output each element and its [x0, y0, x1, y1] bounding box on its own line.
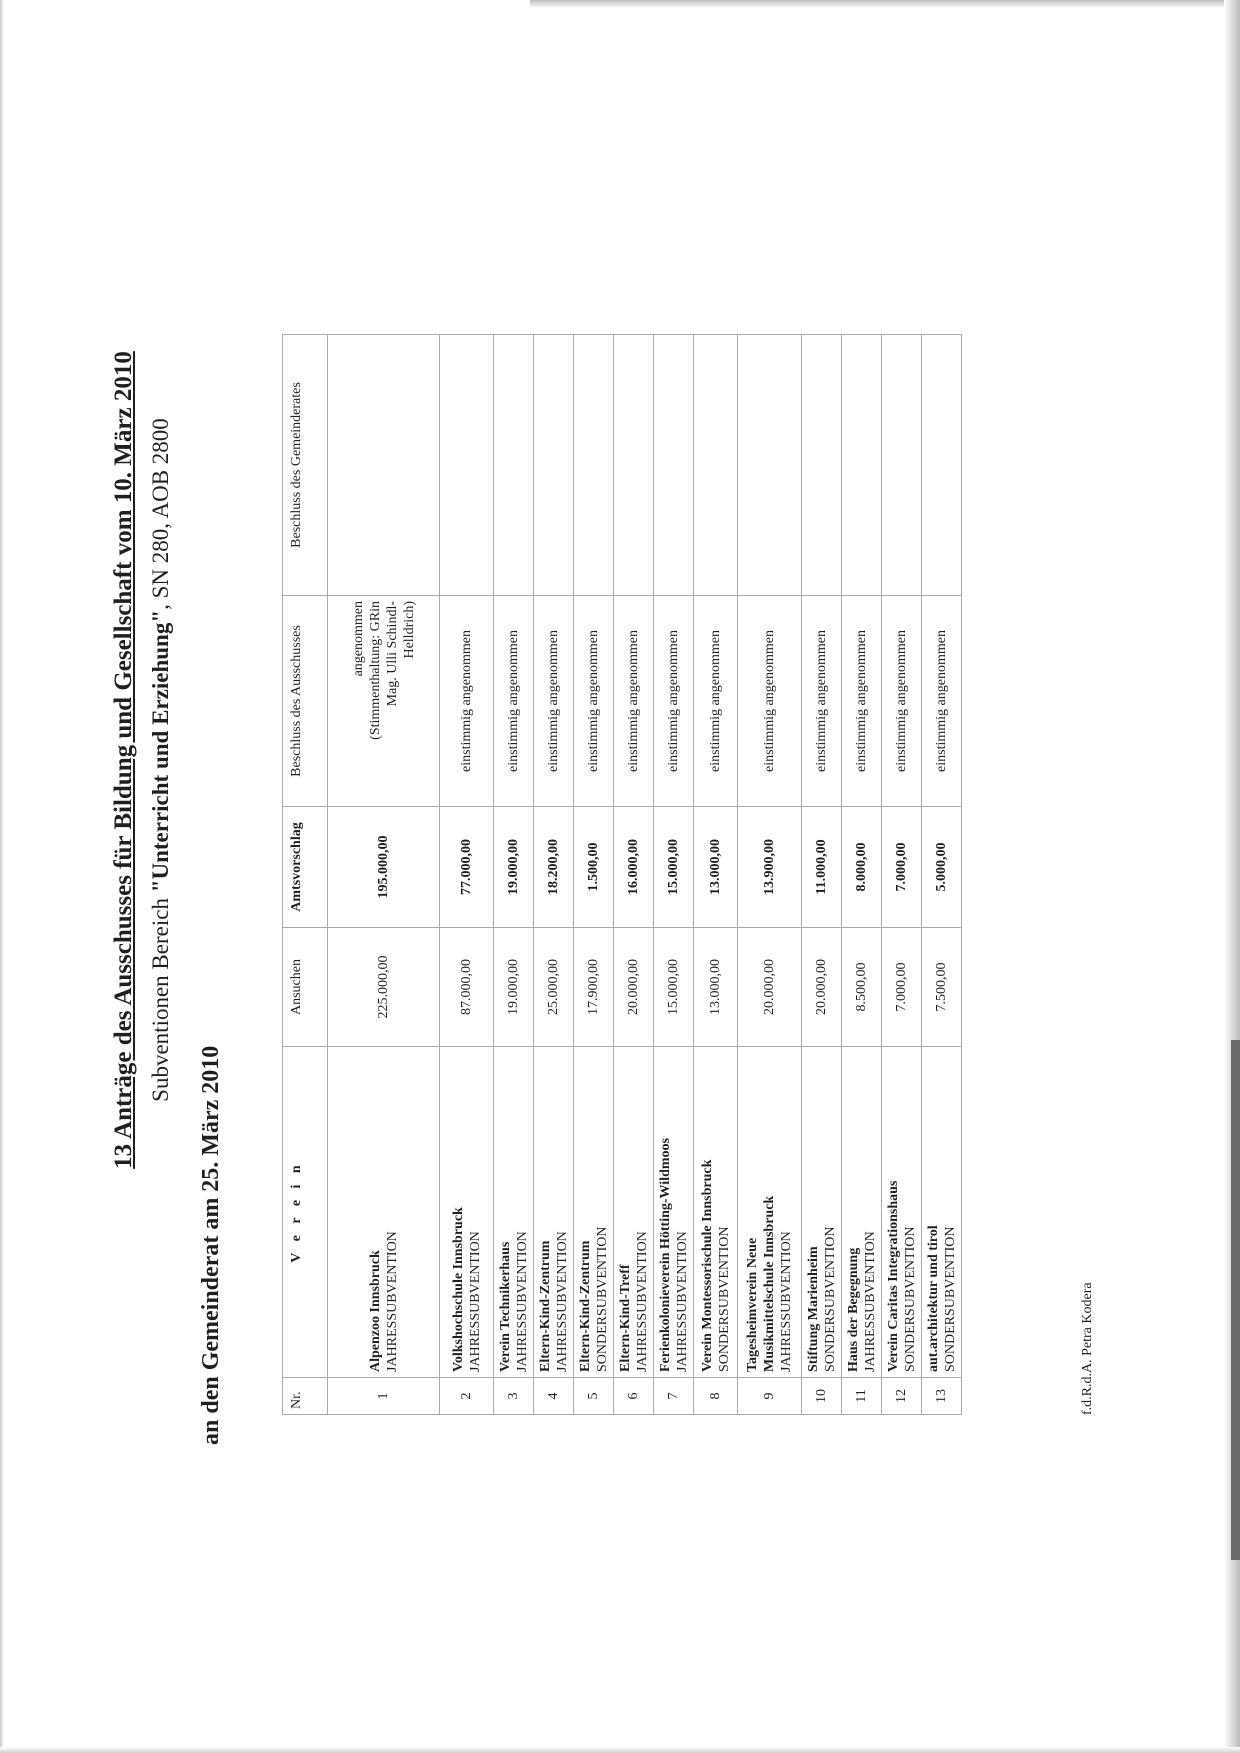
cell-ansuchen: 225.000,00: [328, 928, 440, 1047]
subtitle-suffix: , SN 280, AOB 2800: [148, 418, 173, 610]
cell-amtsvorschlag: 1.500,00: [574, 807, 614, 928]
org-type: JAHRESSUBVENTION: [779, 1231, 794, 1372]
org-type: SONDERSUBVENTION: [902, 1226, 918, 1372]
cell-ansuchen: 7.000,00: [882, 928, 922, 1047]
cell-beschluss-ausschuss: einstimmig angenommen: [614, 596, 654, 807]
header-ansuchen: Ansuchen: [283, 928, 328, 1047]
table-row: [574, 335, 614, 1415]
org-type: JAHRESSUBVENTION: [467, 1231, 483, 1372]
cell-beschluss-ausschuss: einstimmig angenommen: [882, 596, 922, 807]
cell-nr: 6: [614, 1378, 654, 1415]
table-row: [922, 335, 962, 1415]
document-subtitle: [148, 65, 174, 1455]
cell-verein: [440, 1047, 494, 1378]
cell-beschluss-gemeinderat: [738, 335, 802, 596]
cell-ansuchen: 19.000,00: [494, 928, 534, 1047]
cell-amtsvorschlag: 77.000,00: [440, 807, 494, 928]
cell-beschluss-ausschuss: einstimmig angenommen: [694, 596, 738, 807]
table-row: [802, 335, 842, 1415]
org-name: Eltern-Kind-Zentrum: [577, 1240, 593, 1372]
table-row: [534, 335, 574, 1415]
org-type: SONDERSUBVENTION: [942, 1226, 958, 1372]
cell-beschluss-gemeinderat: [494, 335, 534, 596]
org-name: Musikmittelschule Innsbruck: [762, 1195, 777, 1372]
table-row: [440, 335, 494, 1415]
org-name: Haus der Begegnung: [845, 1247, 861, 1372]
cell-nr: 1: [328, 1378, 440, 1415]
org-name: Verein Technikerhaus: [497, 1241, 513, 1372]
cell-verein: [882, 1047, 922, 1378]
cell-nr: 12: [882, 1378, 922, 1415]
scan-edge-right-shadow: [1231, 1040, 1240, 1560]
cell-amtsvorschlag: 15.000,00: [654, 807, 694, 928]
subtitle-area: "Unterricht und Erziehung": [148, 609, 173, 893]
cell-beschluss-gemeinderat: [574, 335, 614, 596]
cell-nr: 9: [738, 1378, 802, 1415]
cell-beschluss-ausschuss: [328, 596, 440, 807]
cell-ansuchen: 87.000,00: [440, 928, 494, 1047]
table-row: [882, 335, 922, 1415]
cell-amtsvorschlag: 19.000,00: [494, 807, 534, 928]
header-amtsvorschlag: Amtsvorschlag: [283, 807, 328, 928]
cell-ansuchen: 15.000,00: [654, 928, 694, 1047]
cell-verein: [574, 1047, 614, 1378]
cell-nr: 5: [574, 1378, 614, 1415]
cell-verein: [738, 1047, 802, 1378]
header-nr: Nr.: [283, 1378, 328, 1415]
beschluss-line: Helldrich): [401, 601, 417, 659]
cell-nr: 4: [534, 1378, 574, 1415]
cell-beschluss-gemeinderat: [440, 335, 494, 596]
org-name: Verein Caritas Integrationshaus: [885, 1180, 901, 1372]
cell-verein: [494, 1047, 534, 1378]
beschluss-line: Mag. Ulli Schindl-: [384, 601, 400, 707]
cell-verein: [654, 1047, 694, 1378]
cell-verein: [694, 1047, 738, 1378]
cell-ansuchen: 20.000,00: [802, 928, 842, 1047]
header-beschluss-gemeinderat: Beschluss des Gemeinderates: [283, 335, 328, 596]
cell-amtsvorschlag: 13.900,00: [738, 807, 802, 928]
cell-amtsvorschlag: 195.000,00: [328, 807, 440, 928]
header-verein: V e r e i n: [283, 1047, 328, 1378]
org-name: Stiftung Marienheim: [805, 1246, 821, 1372]
org-type: JAHRESSUBVENTION: [862, 1231, 878, 1372]
cell-beschluss-ausschuss: einstimmig angenommen: [494, 596, 534, 807]
cell-verein: [842, 1047, 882, 1378]
org-type: JAHRESSUBVENTION: [384, 1231, 400, 1372]
header-beschluss-ausschuss: Beschluss des Ausschusses: [283, 596, 328, 807]
cell-verein: [802, 1047, 842, 1378]
org-type: SONDERSUBVENTION: [822, 1226, 838, 1372]
org-name: Tagesheimverein Neue: [745, 1237, 760, 1372]
cell-beschluss-gemeinderat: [328, 335, 440, 596]
cell-ansuchen: 20.000,00: [614, 928, 654, 1047]
cell-nr: 3: [494, 1378, 534, 1415]
cell-nr: 13: [922, 1378, 962, 1415]
org-type: JAHRESSUBVENTION: [674, 1231, 690, 1372]
beschluss-line: (Stimmenthaltung: GRin: [367, 601, 383, 740]
cell-beschluss-ausschuss: einstimmig angenommen: [440, 596, 494, 807]
org-type: JAHRESSUBVENTION: [554, 1231, 570, 1372]
cell-amtsvorschlag: 5.000,00: [922, 807, 962, 928]
cell-beschluss-gemeinderat: [882, 335, 922, 596]
org-name: Eltern-Kind-Zentrum: [537, 1240, 553, 1372]
table-row: [494, 335, 534, 1415]
subsidy-table: [282, 334, 962, 1415]
org-type: JAHRESSUBVENTION: [634, 1231, 650, 1372]
table-header-row: [283, 335, 328, 1415]
org-type: SONDERSUBVENTION: [594, 1226, 610, 1372]
cell-amtsvorschlag: 7.000,00: [882, 807, 922, 928]
cell-beschluss-ausschuss: einstimmig angenommen: [574, 596, 614, 807]
org-type: JAHRESSUBVENTION: [514, 1231, 530, 1372]
org-name: aut.architektur und tirol: [925, 1225, 941, 1372]
cell-beschluss-ausschuss: einstimmig angenommen: [922, 596, 962, 807]
cell-beschluss-gemeinderat: [614, 335, 654, 596]
org-name: Ferienkolonieverein Hötting-Wildmoos: [657, 1138, 673, 1372]
cell-nr: 11: [842, 1378, 882, 1415]
cell-verein: [614, 1047, 654, 1378]
cell-nr: 8: [694, 1378, 738, 1415]
cell-beschluss-ausschuss: einstimmig angenommen: [534, 596, 574, 807]
org-name: Verein Montessorischule Innsbruck: [699, 1159, 715, 1372]
cell-ansuchen: 8.500,00: [842, 928, 882, 1047]
cell-amtsvorschlag: 18.200,00: [534, 807, 574, 928]
signature-line: f.d.R.d.A. Petra Kodera: [1080, 1282, 1095, 1415]
scan-edge-left: [0, 0, 4, 1753]
cell-amtsvorschlag: 11.000,00: [802, 807, 842, 928]
org-name: Volkshochschule Innsbruck: [450, 1207, 466, 1372]
cell-beschluss-ausschuss: einstimmig angenommen: [738, 596, 802, 807]
cell-ansuchen: 25.000,00: [534, 928, 574, 1047]
cell-beschluss-ausschuss: einstimmig angenommen: [842, 596, 882, 807]
org-name: Alpenzoo Innsbruck: [367, 1250, 383, 1372]
cell-beschluss-gemeinderat: [842, 335, 882, 596]
cell-verein: [922, 1047, 962, 1378]
cell-beschluss-gemeinderat: [922, 335, 962, 596]
cell-nr: 10: [802, 1378, 842, 1415]
table-row: [654, 335, 694, 1415]
cell-beschluss-gemeinderat: [694, 335, 738, 596]
subtitle-prefix: Subventionen Bereich: [148, 892, 173, 1102]
cell-ansuchen: 20.000,00: [738, 928, 802, 1047]
org-name: Eltern-Kind-Treff: [617, 1264, 633, 1372]
cell-nr: 7: [654, 1378, 694, 1415]
cell-beschluss-gemeinderat: [654, 335, 694, 596]
council-date: an den Gemeinderat am 25. März 2010: [198, 1045, 224, 1445]
cell-ansuchen: 7.500,00: [922, 928, 962, 1047]
cell-ansuchen: 17.900,00: [574, 928, 614, 1047]
cell-amtsvorschlag: 8.000,00: [842, 807, 882, 928]
cell-verein: [534, 1047, 574, 1378]
cell-amtsvorschlag: 13.000,00: [694, 807, 738, 928]
cell-beschluss-ausschuss: einstimmig angenommen: [654, 596, 694, 807]
cell-amtsvorschlag: 16.000,00: [614, 807, 654, 928]
document-title: 13 Anträge des Ausschusses für Bildung und Gesellschaft vom 10. März 2010: [110, 351, 137, 1169]
cell-beschluss-gemeinderat: [534, 335, 574, 596]
cell-beschluss-ausschuss: einstimmig angenommen: [802, 596, 842, 807]
scan-edge-top: [530, 0, 1240, 8]
cell-ansuchen: 13.000,00: [694, 928, 738, 1047]
table-row: [842, 335, 882, 1415]
beschluss-line: angenommen: [350, 601, 366, 677]
table-row: [694, 335, 738, 1415]
table-row: [738, 335, 802, 1415]
cell-nr: 2: [440, 1378, 494, 1415]
scan-edge-bottom: [0, 1747, 1240, 1753]
table-row: [614, 335, 654, 1415]
org-type: SONDERSUBVENTION: [716, 1226, 732, 1372]
rotated-document-sheet: [100, 65, 1100, 1455]
table-row: [328, 335, 440, 1415]
cell-verein: [328, 1047, 440, 1378]
cell-beschluss-gemeinderat: [802, 335, 842, 596]
